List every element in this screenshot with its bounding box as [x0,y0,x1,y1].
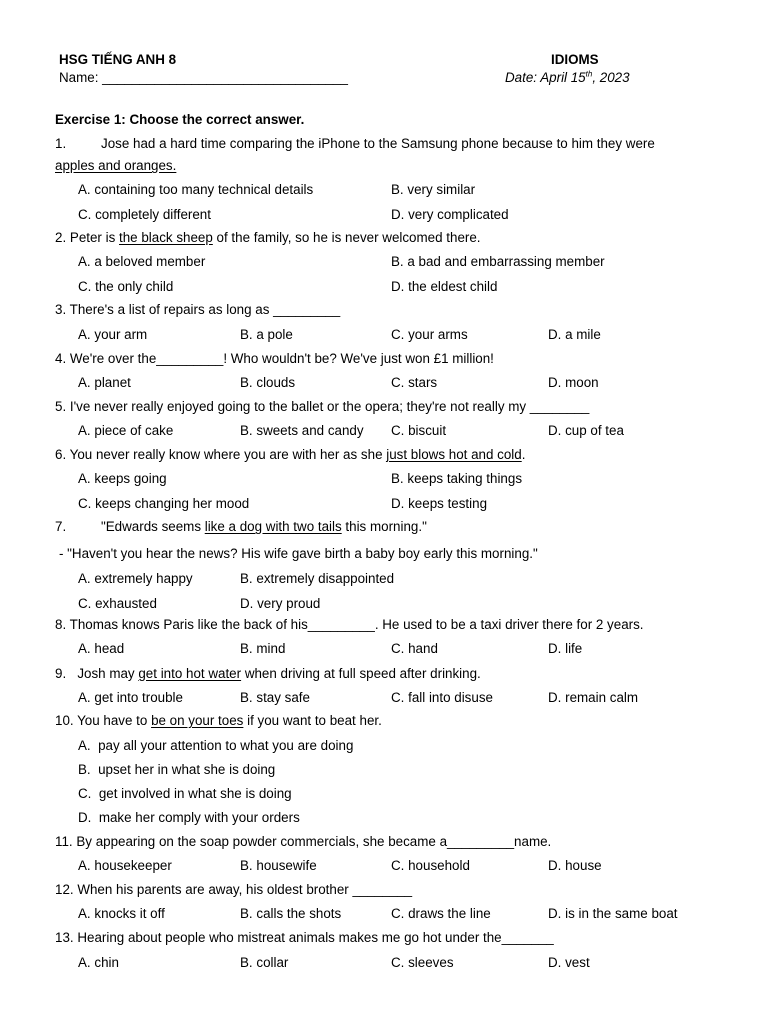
date-line [505,70,630,86]
answer-option: C. completely different [78,207,211,222]
answer-option: B. a bad and embarrassing member [391,254,605,269]
answer-option: B. collar [240,955,289,970]
question-text-cont [55,158,176,174]
answer-option: D. moon [548,375,599,390]
answer-option: D. vest [548,955,590,970]
question-text [101,519,427,535]
answer-option: A. extremely happy [78,571,193,586]
answer-option: B. keeps taking things [391,471,523,486]
question-text-pre: "Edwards seems [101,519,205,534]
question-text-pre: 10. You have to [55,713,152,728]
answer-option: B. mind [240,641,286,656]
question-text-pre: 2. Peter is [55,230,120,245]
question-text [55,666,481,682]
answer-option: B. upset her in what she is doing [78,762,276,777]
answer-option: A. planet [78,375,131,390]
answer-option: B. sweets and candy [240,423,364,438]
answer-option: C. your arms [391,327,468,342]
answer-option: C. fall into disuse [391,690,493,705]
answer-option: B. clouds [240,375,296,390]
idiom-underlined: be on your toes [151,713,244,728]
answer-option: B. a pole [240,327,293,342]
idiom-underlined: the black sheep [119,230,213,245]
answer-option: D. cup of tea [548,423,624,438]
answer-option: D. remain calm [548,690,639,705]
question-text-post: of the family, so he is never welcomed there. [212,230,481,245]
answer-option: C. hand [391,641,438,656]
answer-option: D. is in the same boat [548,906,678,921]
answer-option: A. your arm [78,327,148,342]
answer-option: C. exhausted [78,596,157,611]
question-text: 3. There's a list of repairs as long as _________ [55,302,341,317]
answer-option: A. knocks it off [78,906,165,921]
exercise-title: Exercise 1: Choose the correct answer. [55,112,305,127]
answer-option: B. housewife [240,858,317,873]
answer-option: A. pay all your attention to what you are doing [78,738,354,753]
answer-option: C. household [391,858,470,873]
question-text: 5. I've never really enjoyed going to the ballet or the opera; they're not really my ________ [55,399,590,414]
answer-option: A. a beloved member [78,254,206,269]
answer-option: C. stars [391,375,438,390]
date-suffix: , 2023 [592,70,630,85]
idiom-underlined: apples and oranges. [55,158,177,173]
question-text-post: if you want to beat her. [243,713,382,728]
question-text: 8. Thomas knows Paris like the back of his_________. He used to be a taxi driver there for 2 years. [55,617,644,632]
answer-option: C. sleeves [391,955,454,970]
answer-option: A. containing too many technical details [78,182,314,197]
idiom-underlined: like a dog with two tails [204,519,342,534]
answer-option: C. get involved in what she is doing [78,786,292,801]
answer-option: C. keeps changing her mood [78,496,250,511]
question-text-post: this morning." [341,519,427,534]
question-text: 11. By appearing on the soap powder commercials, she became a_________name. [55,834,552,849]
answer-option: D. very complicated [391,207,509,222]
question-number: 1. [55,136,67,151]
answer-option: A. piece of cake [78,423,174,438]
idiom-underlined: get into hot water [138,666,242,681]
question-text: 12. When his parents are away, his oldest brother ________ [55,882,413,897]
answer-option: B. very similar [391,182,476,197]
answer-option: B. stay safe [240,690,310,705]
answer-option: B. calls the shots [240,906,342,921]
answer-option: D. keeps testing [391,496,488,511]
question-text [55,447,525,463]
name-field: Name: _________________________________ [59,70,348,85]
answer-option: C. draws the line [391,906,491,921]
answer-option: A. keeps going [78,471,167,486]
answer-option: D. life [548,641,583,656]
course-title: HSG TIẾNG ANH 8 [59,52,177,67]
idiom-underlined: just blows hot and cold [386,447,522,462]
answer-option: A. chin [78,955,119,970]
answer-option: A. housekeeper [78,858,172,873]
date-superscript: th [585,69,593,79]
answer-option: A. get into trouble [78,690,183,705]
answer-option: B. extremely disappointed [240,571,395,586]
answer-option: D. very proud [240,596,321,611]
question-text [55,230,481,246]
topic-title: IDIOMS [551,52,599,67]
question-text-cont: - "Haven't you hear the news? His wife gave birth a baby boy early this morning." [59,546,538,561]
question-text-pre: 9. Josh may [55,666,139,681]
question-text-pre: 6. You never really know where you are with her as she [55,447,387,462]
date-prefix: Date: April 15 [505,70,586,85]
answer-option: D. a mile [548,327,601,342]
question-text-post: . [521,447,526,462]
question-text: 13. Hearing about people who mistreat animals makes me go hot under the_______ [55,930,554,945]
answer-option: D. house [548,858,602,873]
answer-option: D. make her comply with your orders [78,810,300,825]
answer-option: C. biscuit [391,423,447,438]
answer-option: A. head [78,641,125,656]
question-text [55,713,382,729]
question-text-post: when driving at full speed after drinking. [241,666,481,681]
answer-option: D. the eldest child [391,279,498,294]
answer-option: C. the only child [78,279,174,294]
question-text: 4. We're over the_________! Who wouldn't be? We've just won £1 million! [55,351,494,366]
question-number: 7. [55,519,67,534]
question-text: Jose had a hard time comparing the iPhone to the Samsung phone because to him they were [101,136,655,151]
